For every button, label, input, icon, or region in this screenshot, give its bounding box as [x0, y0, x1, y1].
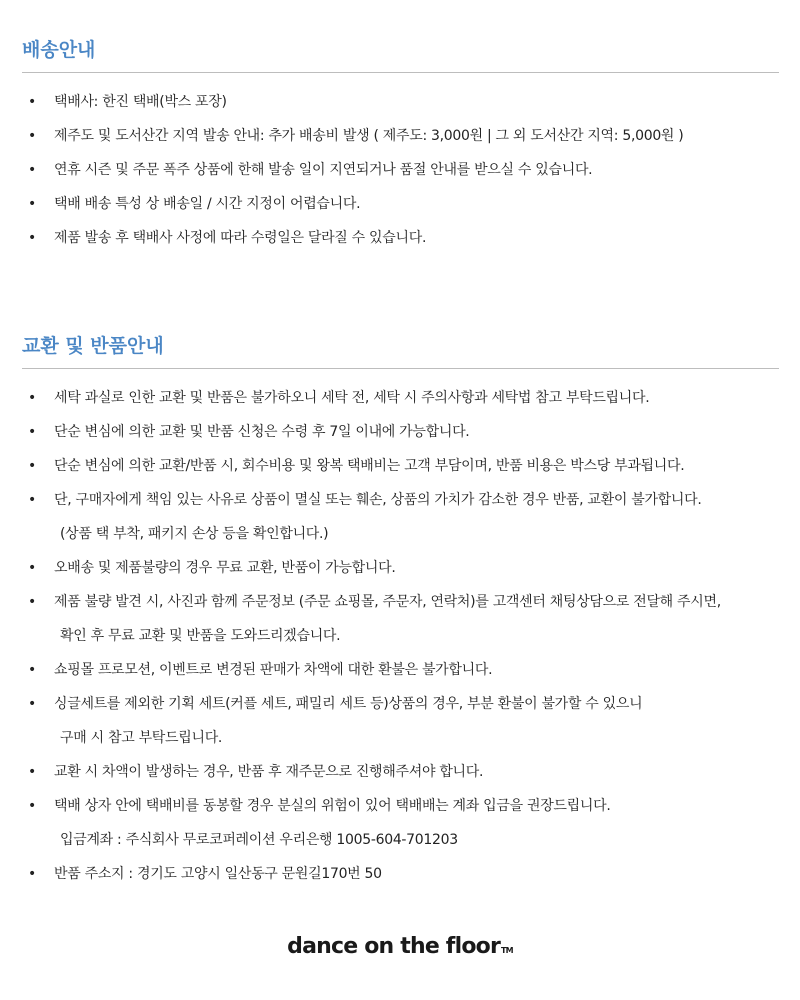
list-item — [22, 221, 779, 255]
bullet-icon: • — [28, 662, 36, 678]
bullet-icon: • — [28, 128, 36, 144]
list-item-text: 싱글세트를 제외한 기획 세트(커플 세트, 패밀리 세트 등)상품의 경우, 부분 환불이 불가할 수 있으니 — [54, 696, 643, 712]
list-item — [22, 585, 779, 653]
list-item — [22, 449, 779, 483]
exchange-section — [22, 334, 779, 891]
bullet-icon: • — [28, 594, 36, 610]
list-item-text: 제주도 및 도서산간 지역 발송 안내: 추가 배송비 발생 ( 제주도: 3,000원 | 그 외 도서산간 지역: 5,000원 ) — [54, 128, 684, 144]
bullet-icon: • — [28, 390, 36, 406]
bullet-icon: • — [28, 560, 36, 576]
exchange-divider — [22, 368, 779, 369]
list-item-subtext: 구매 시 참고 부탁드립니다. — [60, 730, 223, 746]
list-item — [22, 653, 779, 687]
list-item-text: 단, 구매자에게 책임 있는 사유로 상품이 멸실 또는 훼손, 상품의 가치가 감소한 경우 반품, 교환이 불가합니다. — [54, 492, 702, 508]
list-item — [22, 789, 779, 857]
list-item-text: 쇼핑몰 프로모션, 이벤트로 변경된 판매가 차액에 대한 환불은 불가합니다. — [54, 662, 493, 678]
list-item — [22, 85, 779, 119]
list-item — [22, 687, 779, 755]
list-item-text: 단순 변심에 의한 교환/반품 시, 회수비용 및 왕복 택배비는 고객 부담이며, 반품 비용은 박스당 부과됩니다. — [54, 458, 685, 474]
exchange-list — [22, 381, 779, 891]
shipping-list — [22, 85, 779, 255]
list-item-text: 반품 주소지 : 경기도 고양시 일산동구 문원길170번 50 — [54, 866, 382, 882]
shipping-section — [22, 38, 779, 255]
bullet-icon: • — [28, 424, 36, 440]
bullet-icon: • — [28, 230, 36, 246]
list-item — [22, 415, 779, 449]
list-item — [22, 187, 779, 221]
bullet-icon: • — [28, 866, 36, 882]
bullet-icon: • — [28, 458, 36, 474]
bullet-icon: • — [28, 94, 36, 110]
list-item — [22, 551, 779, 585]
list-item-subtext: (상품 택 부착, 패키지 손상 등을 확인합니다.) — [60, 526, 329, 542]
list-item — [22, 857, 779, 891]
bullet-icon: • — [28, 696, 36, 712]
bullet-icon: • — [28, 492, 36, 508]
list-item-text: 교환 시 차액이 발생하는 경우, 반품 후 재주문으로 진행해주셔야 합니다. — [54, 764, 484, 780]
bullet-icon: • — [28, 764, 36, 780]
brand-logo-text: dance on the floor — [287, 934, 501, 959]
list-item-text: 택배 배송 특성 상 배송일 / 시간 지정이 어렵습니다. — [54, 196, 361, 212]
list-item-text: 택배사: 한진 택배(박스 포장) — [54, 94, 227, 110]
bullet-icon: • — [28, 162, 36, 178]
trademark-mark: TM — [501, 946, 513, 955]
list-item — [22, 153, 779, 187]
list-item-text: 단순 변심에 의한 교환 및 반품 신청은 수령 후 7일 이내에 가능합니다. — [54, 424, 470, 440]
list-item-text: 오배송 및 제품불량의 경우 무료 교환, 반품이 가능합니다. — [54, 560, 396, 576]
list-item-subtext: 확인 후 무료 교환 및 반품을 도와드리겠습니다. — [60, 628, 341, 644]
list-item — [22, 483, 779, 551]
list-item-text: 세탁 과실로 인한 교환 및 반품은 불가하오니 세탁 전, 세탁 시 주의사항과 세탁법 참고 부탁드립니다. — [54, 390, 650, 406]
list-item — [22, 381, 779, 415]
shipping-divider — [22, 72, 779, 73]
list-item — [22, 119, 779, 153]
list-item-text: 제품 발송 후 택배사 사정에 따라 수령일은 달라질 수 있습니다. — [54, 230, 427, 246]
list-item-text: 연휴 시즌 및 주문 폭주 상품에 한해 발송 일이 지연되거나 품절 안내를 받으실 수 있습니다. — [54, 162, 593, 178]
bullet-icon: • — [28, 196, 36, 212]
exchange-title: 교환 및 반품안내 — [22, 335, 164, 357]
list-item — [22, 755, 779, 789]
list-item-text: 택배 상자 안에 택배비를 동봉할 경우 분실의 위험이 있어 택배배는 계좌 입금을 권장드립니다. — [54, 798, 611, 814]
bullet-icon: • — [28, 798, 36, 814]
brand-logo — [0, 934, 800, 959]
list-item-text: 제품 불량 발견 시, 사진과 함께 주문정보 (주문 쇼핑몰, 주문자, 연락처)를 고객센터 채팅상담으로 전달해 주시면, — [54, 594, 721, 610]
list-item-subtext: 입금계좌 : 주식회사 무로코퍼레이션 우리은행 1005-604-701203 — [60, 832, 458, 848]
shipping-title: 배송안내 — [22, 39, 96, 61]
